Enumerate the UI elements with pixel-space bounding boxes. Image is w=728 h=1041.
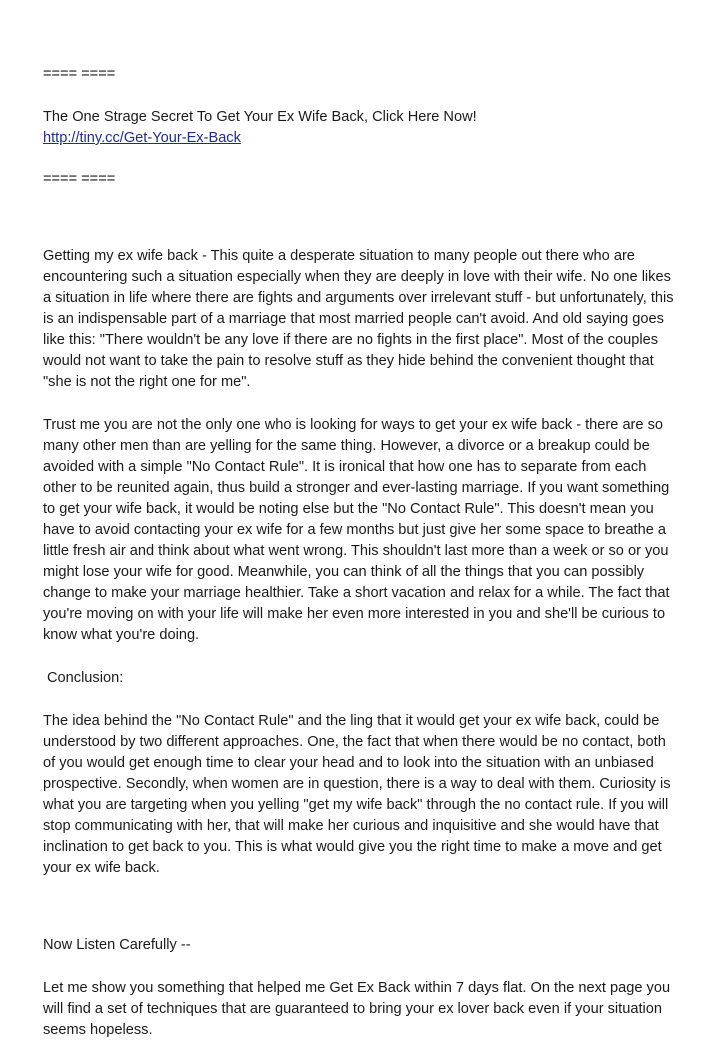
- text-line: inclination to get back to you. This is what would give you the right time to make a move and get: [43, 839, 662, 855]
- paragraph-closing: [43, 978, 688, 1041]
- text-line: encountering such a situation especially when they are deeply in love with their wife. No one likes: [43, 269, 671, 285]
- text-line: many other men than are yelling for the same thing. However, a divorce or a breakup could be: [43, 438, 650, 454]
- text-line: like this: "There wouldn't be any love if there are no fights in the first place". Most of the couples: [43, 332, 659, 348]
- text-line: will find a set of techniques that are guaranteed to bring your ex lover back even if your situation: [43, 1001, 662, 1017]
- text-line: what you are targeting when you yelling "get my wife back" through the no contact rule. If you will: [43, 797, 669, 813]
- text-line: change to make your marriage healthier. Take a short vacation and relax for a while. The fact that: [43, 585, 670, 601]
- text-line: seems hopeless.: [43, 1022, 153, 1038]
- text-line: your ex wife back.: [43, 860, 160, 876]
- article-title: The One Strage Secret To Get Your Ex Wife Back, Click Here Now!: [43, 109, 477, 125]
- separator-top: ==== ====: [43, 66, 116, 82]
- text-line: you're moving on with your life will make her even more interested in you and she'll be curious to: [43, 606, 666, 622]
- text-line: is an indispensable part of a marriage that most married people can't avoid. And old saying goes: [43, 311, 664, 327]
- text-line: prospective. Secondly, when women are in question, there is a way to deal with them. Curiosity is: [43, 776, 671, 792]
- text-line: little fresh air and think about what went wrong. This shouldn't last more than a week or so or you: [43, 543, 669, 559]
- text-line: of you would get enough time to clear your head and to look into the situation with an unbiased: [43, 755, 654, 771]
- text-line: other to be reunited again, thus build a stronger and ever-lasting marriage. If you want something: [43, 480, 670, 496]
- paragraph-conclusion: [43, 711, 688, 879]
- text-line: Let me show you something that helped me Get Ex Back within 7 days flat. On the next page you: [43, 980, 671, 996]
- text-line: understood by two different approaches. One, the fact that when there would be no contact, both: [43, 734, 666, 750]
- text-line: have to avoid contacting your ex wife for a few months but just give her some space to breathe a: [43, 522, 667, 538]
- text-line: to get your wife back, it would be noting else but the "No Contact Rule". This doesn't mean you: [43, 501, 654, 517]
- text-line: Getting my ex wife back - This quite a desperate situation to many people out there who are: [43, 248, 635, 264]
- text-line: a situation in life where there are fights and arguments over irrelevant stuff - but unfortunately, this: [43, 290, 674, 306]
- text-line: Trust me you are not the only one who is looking for ways to get your ex wife back - there are so: [43, 417, 663, 433]
- paragraph-intro: [43, 246, 688, 393]
- listen-heading: Now Listen Carefully --: [43, 937, 191, 953]
- text-line: stop communicating with her, that will make her curious and inquisitive and she would have that: [43, 818, 659, 834]
- text-line: "she is not the right one for me".: [43, 374, 251, 390]
- text-line: would not want to take the pain to resolve stuff as they hide behind the convenient thought that: [43, 353, 654, 369]
- text-line: The idea behind the "No Contact Rule" and the ling that it would get your ex wife back, could be: [43, 713, 660, 729]
- conclusion-heading: Conclusion:: [47, 670, 124, 686]
- separator-bottom: ==== ====: [43, 171, 116, 187]
- text-line: know what you're doing.: [43, 627, 200, 643]
- text-line: avoided with a simple "No Contact Rule". It is ironical that how one has to separate from each: [43, 459, 647, 475]
- article-link[interactable]: http://tiny.cc/Get-Your-Ex-Back: [43, 130, 241, 146]
- document-page: [43, 64, 688, 1041]
- text-line: might lose your wife for good. Meanwhile, you can think of all the things that you can possibly: [43, 564, 645, 580]
- paragraph-trust-me: [43, 415, 688, 646]
